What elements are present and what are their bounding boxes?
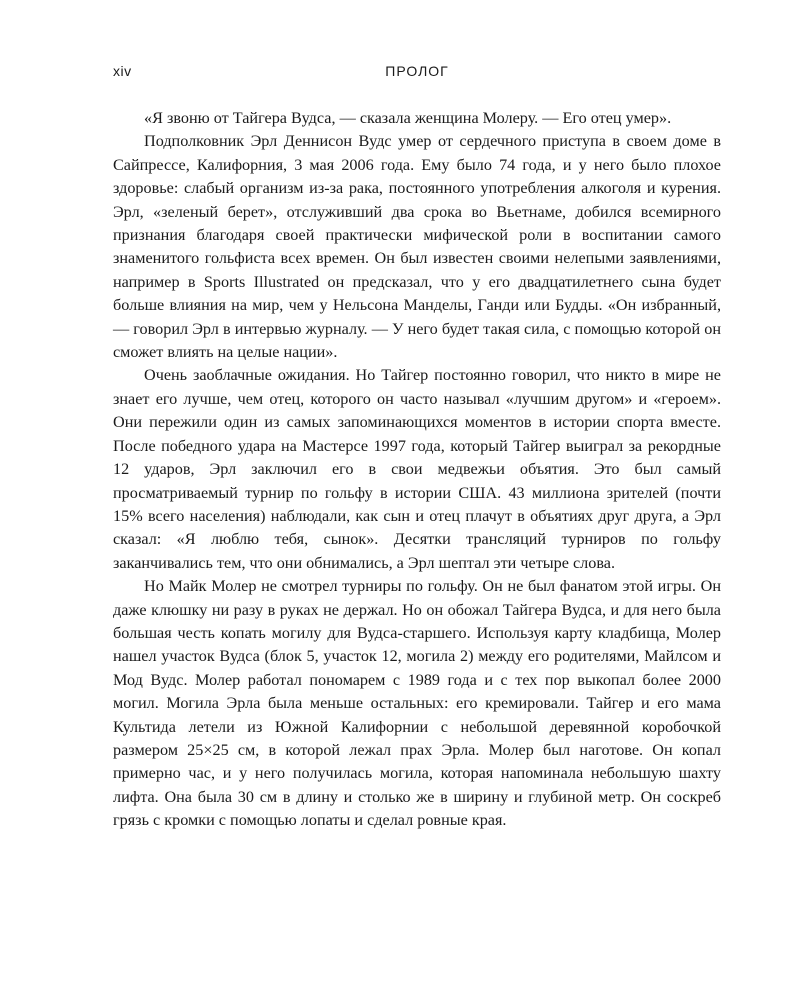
page-number: xiv xyxy=(113,63,132,79)
paragraph: Но Майк Молер не смотрел турниры по гольфу. Он не был фанатом этой игры. Он даже клюшку ни разу в руках не держал. Но он обожал Тайгера Вудса, и для него была большая честь копать могилу для Вудса-старшего. Используя карту кладбища, Молер нашел участок Вудса (блок 5, участок 12, могила 2) между его родителями, Майлсом и Мод Вудс. Молер работал пономарем с 1989 года и с тех пор выкопал более 2000 могил. Могила Эрла была меньше остальных: его кремировали. Тайгер и его мама Культида летели из Южной Калифорнии с небольшой деревянной коробочкой размером 25×25 см, в которой лежал прах Эрла. Молер был наготове. Он копал примерно час, и у него получилась могила, которая напоминала небольшую шахту лифта. Она была 30 см в длину и столько же в ширину и глубиной метр. Он соскреб грязь с кромки с помощью лопаты и сделал ровные края. xyxy=(113,577,721,830)
running-title: ПРОЛОГ xyxy=(385,63,449,79)
body-text xyxy=(113,107,721,833)
paragraph: «Я звоню от Тайгера Вудса, — сказала женщина Молеру. — Его отец умер». xyxy=(144,109,672,127)
page-header xyxy=(113,63,721,83)
paragraph: Подполковник Эрл Деннисон Вудс умер от сердечного приступа в своем доме в Сайпрессе, Калифорния, 3 мая 2006 года. Ему было 74 года, и у него было плохое здоровье: слабый организм из-за рака, постоянного употребления алкоголя и курения. Эрл, «зеленый берет», отслуживший два срока во Вьетнаме, добился всемирного признания благодаря своей практически мифической роли в воспитании самого знаменитого гольфиста всех времен. Он был известен своими нелепыми заявлениями, например в Sports Illustrated он предсказал, что у его двадцатилетнего сына будет больше влияния на мир, чем у Нельсона Манделы, Ганди или Будды. «Он избранный, — говорил Эрл в интервью журналу. — У него будет такая сила, с помощью которой он сможет влиять на целые нации». xyxy=(113,132,721,362)
paragraph: Очень заоблачные ожидания. Но Тайгер постоянно говорил, что никто в мире не знает его лучше, чем отец, которого он часто называл «лучшим другом» и «героем». Они пережили один из самых запоминающихся моментов в истории спорта вместе. После победного удара на Мастерсе 1997 года, который Тайгер выиграл за рекордные 12 ударов, Эрл заключил его в свои медвежьи объятия. Это был самый просматриваемый турнир по гольфу в истории США. 43 миллиона зрителей (почти 15% всего населения) наблюдали, как сын и отец плачут в объятиях друг друга, а Эрл сказал: «Я люблю тебя, сынок». Десятки трансляций турниров по гольфу заканчивались тем, что они обнимались, а Эрл шептал эти четыре слова. xyxy=(113,366,721,572)
